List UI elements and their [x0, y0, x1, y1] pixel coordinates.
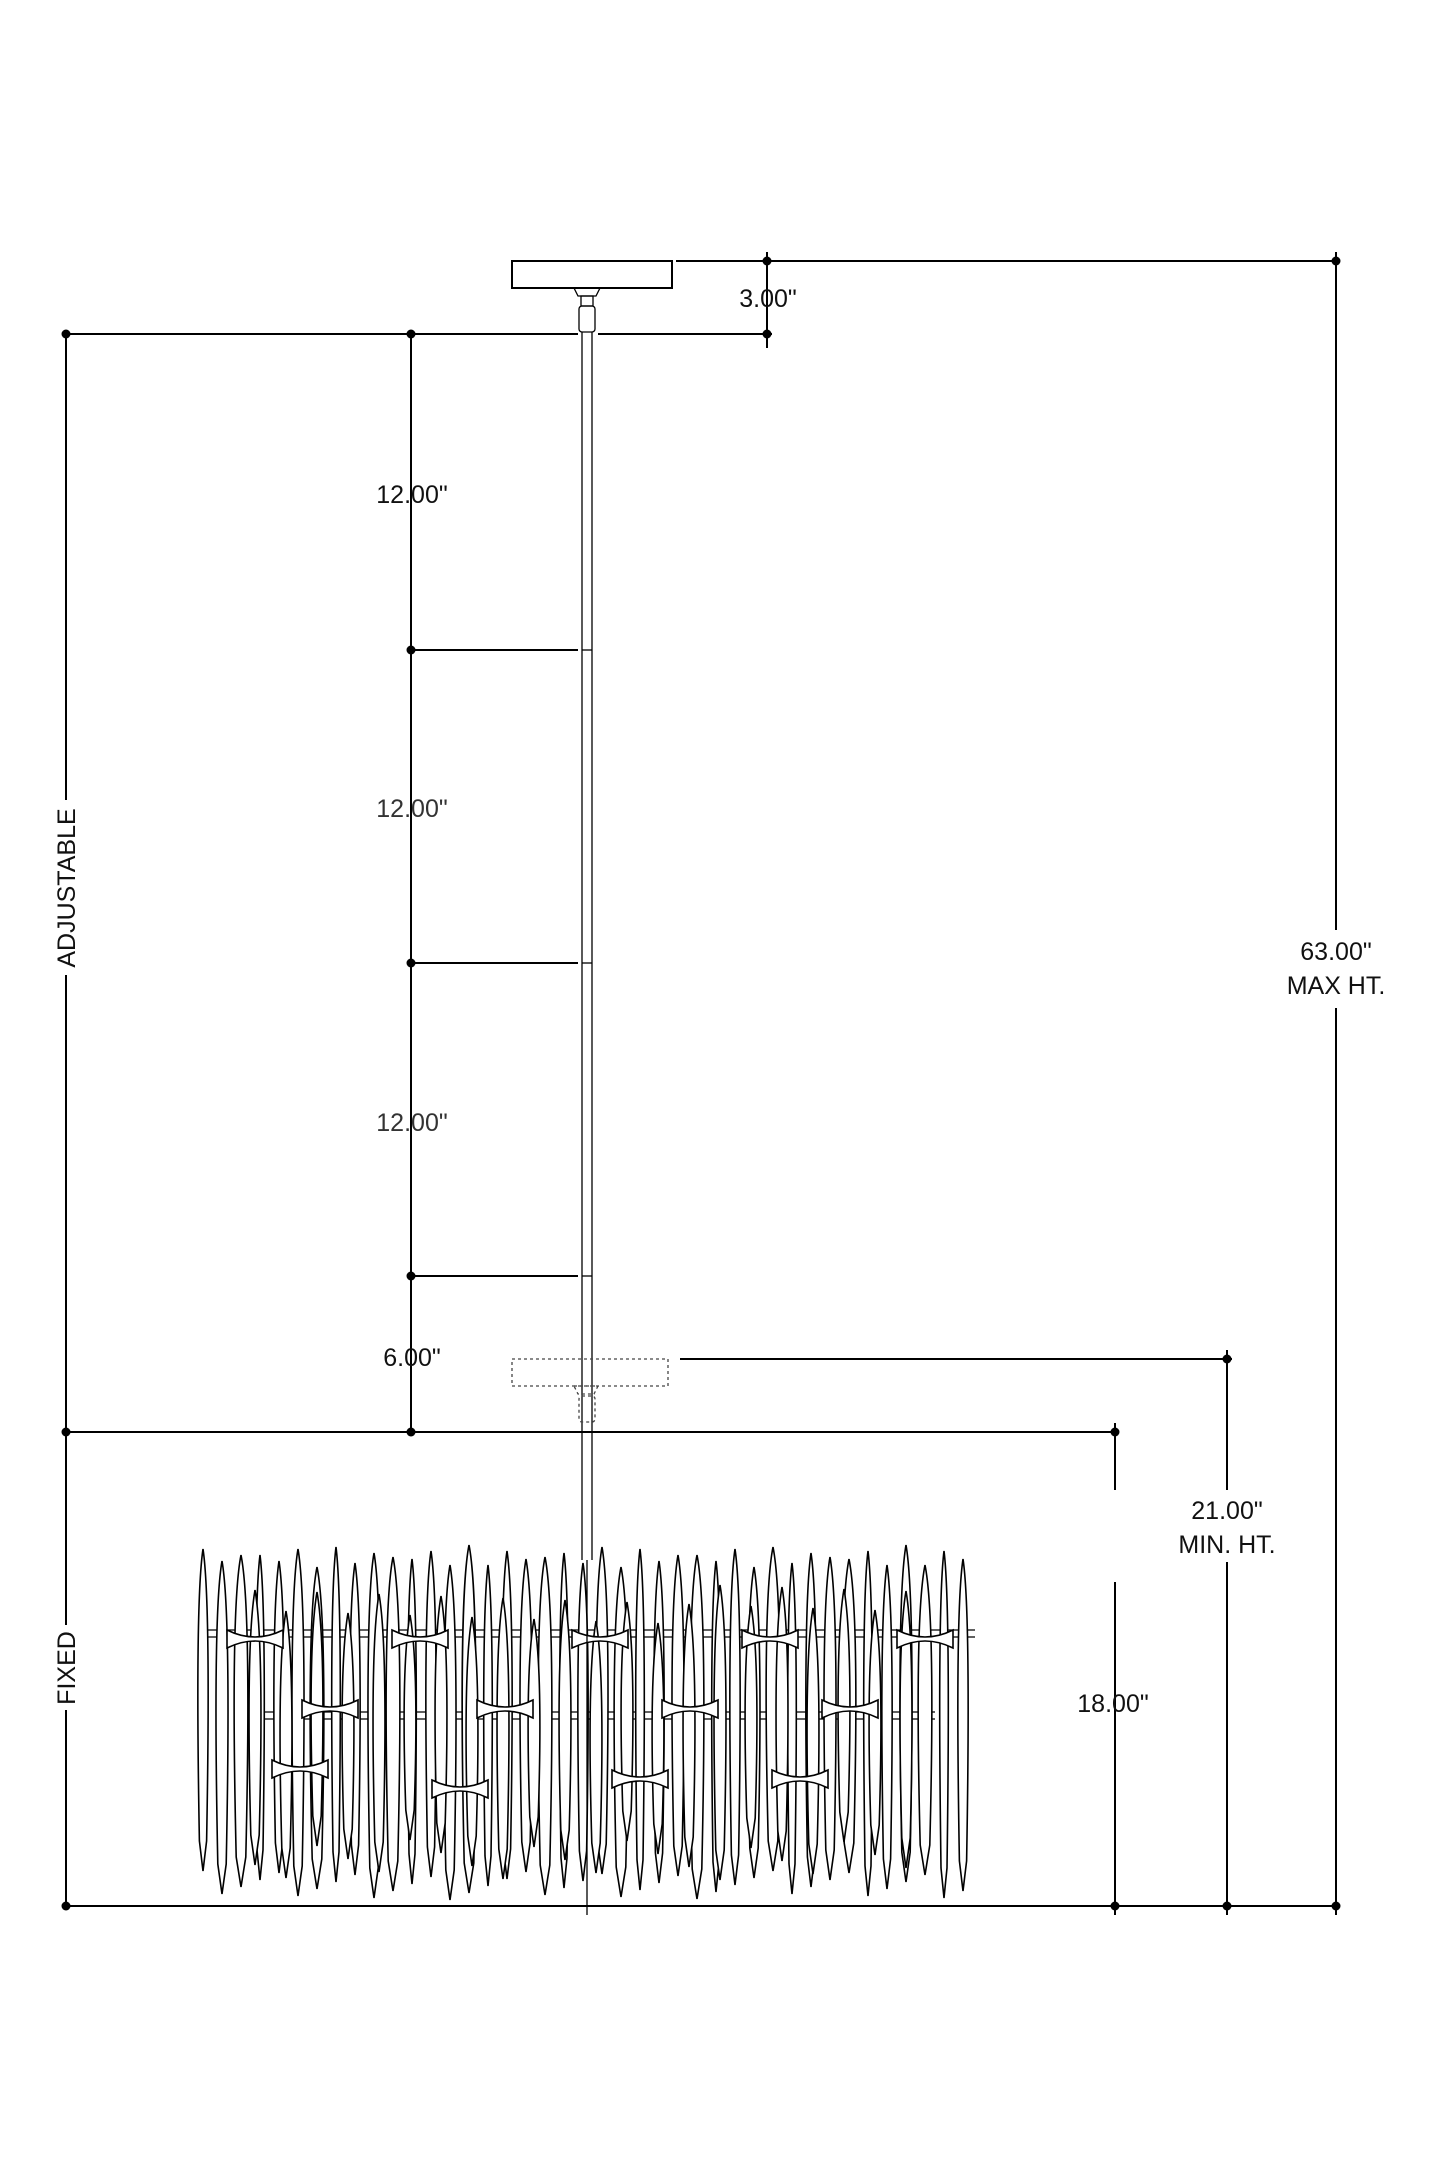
downrod — [582, 332, 592, 1560]
blade-front-7 — [466, 1617, 478, 1866]
blade-back-5 — [292, 1549, 304, 1896]
blade-back-33 — [824, 1557, 836, 1880]
blade-front-19 — [838, 1589, 850, 1842]
blade-back-7 — [332, 1547, 340, 1882]
fixture-height-label: 18.00" — [1077, 1690, 1149, 1718]
canopy — [512, 261, 672, 332]
blade-back-39 — [940, 1551, 948, 1898]
blade-front-8 — [497, 1598, 509, 1879]
stem-segment-3-label: 12.00" — [376, 1109, 448, 1137]
blade-back-36 — [882, 1565, 892, 1889]
chandelier-body — [198, 1545, 975, 1915]
blade-back-15 — [484, 1565, 492, 1886]
blade-front-3 — [342, 1613, 354, 1859]
max-height-label: MAX HT. — [1286, 972, 1386, 1000]
blade-front-13 — [652, 1623, 664, 1854]
blade-front-0 — [249, 1590, 261, 1865]
blade-back-0 — [198, 1549, 208, 1871]
blade-front-20 — [869, 1610, 881, 1855]
blade-back-40 — [958, 1559, 968, 1891]
stem-segment-1-label: 12.00" — [376, 481, 448, 509]
max-height-value: 63.00" — [1300, 938, 1372, 966]
blade-front-18 — [807, 1608, 819, 1874]
blade-back-1 — [216, 1561, 228, 1894]
blade-front-2 — [311, 1592, 323, 1846]
blade-back-25 — [672, 1555, 684, 1876]
blade-front-11 — [590, 1621, 602, 1873]
fixed-label: FIXED — [53, 1631, 81, 1705]
min-height-canopy-outline — [512, 1359, 668, 1422]
stem-segment-4-label: 6.00" — [383, 1344, 441, 1372]
blade-back-31 — [788, 1563, 796, 1894]
canopy-height-label: 3.00" — [739, 285, 797, 313]
blade-front-14 — [683, 1604, 695, 1867]
blade-front-10 — [559, 1600, 571, 1860]
blade-back-23 — [636, 1549, 644, 1890]
blade-back-28 — [730, 1549, 740, 1885]
blade-front-17 — [776, 1587, 788, 1861]
adjustable-label: ADJUSTABLE — [53, 808, 81, 968]
blade-front-1 — [280, 1611, 292, 1878]
blade-front-4 — [373, 1594, 385, 1872]
blade-front-15 — [714, 1585, 726, 1880]
stem-segment-2-label: 12.00" — [376, 795, 448, 823]
min-height-value: 21.00" — [1191, 1497, 1263, 1525]
blade-front-5 — [404, 1615, 416, 1840]
canopy-dimension-lines — [598, 252, 1340, 348]
blade-back-38 — [918, 1565, 932, 1875]
min-height-label: MIN. HT. — [1178, 1531, 1276, 1559]
blade-back-2 — [234, 1555, 248, 1887]
blade-front-9 — [528, 1619, 540, 1847]
blade-back-10 — [386, 1557, 400, 1891]
